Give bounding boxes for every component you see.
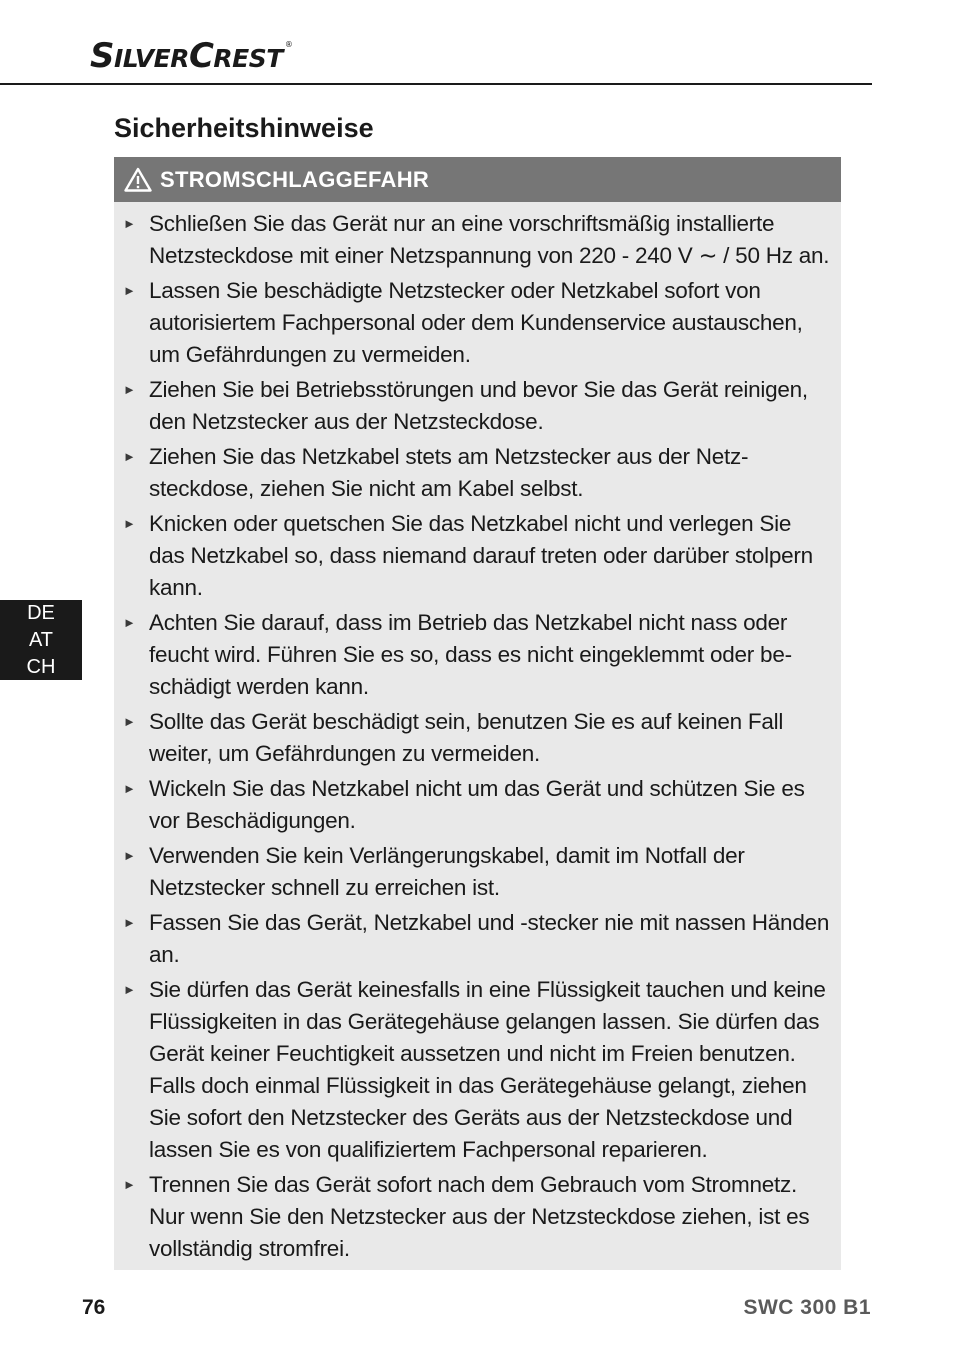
list-item-text: Schließen Sie das Gerät nur an eine vorschriftsmäßig installierte Netzsteckdose mit einer Netzspannung von 220 - 240 V ∼ / 50 Hz an. — [149, 211, 830, 268]
list-item — [114, 607, 831, 703]
list-item-text: Fassen Sie das Gerät, Netzkabel und -stecker nie mit nassen Händen an. — [149, 910, 830, 967]
bullet-icon: ► — [123, 714, 136, 729]
bullet-icon: ► — [123, 516, 136, 531]
warning-list — [114, 202, 841, 1265]
bullet-icon: ► — [123, 283, 136, 298]
bullet-icon: ► — [123, 1177, 136, 1192]
list-item — [114, 374, 831, 438]
bullet-icon: ► — [123, 615, 136, 630]
list-item-text: Verwenden Sie kein Verlängerungskabel, damit im Notfall der Netzstecker schnell zu erreichen ist. — [149, 843, 745, 900]
section-title: Sicherheitshinweise — [114, 113, 374, 143]
bullet-icon: ► — [123, 915, 136, 930]
language-tab — [0, 600, 82, 680]
list-item-text: Wickeln Sie das Netzkabel nicht um das Gerät und schützen Sie es vor Beschädigungen. — [149, 776, 805, 833]
list-item — [114, 1169, 831, 1265]
language-code: DE — [27, 601, 55, 624]
bullet-icon: ► — [123, 982, 136, 997]
bullet-icon: ► — [123, 848, 136, 863]
language-code: CH — [26, 655, 56, 678]
list-item-text: Sie dürfen das Gerät keinesfalls in eine Flüssigkeit tauchen und keine Flüssigkeiten in das Gerätegehäuse gelangen lassen. Sie dürfen das Gerät keiner Feuchtigkeit aussetzen und nicht im Freien benutzen. Falls doch einmal Flüssigkeit in das Gerätegehäuse gelangt, ziehen Sie sofort den Netzstecker des Geräts aus der Netzsteckdose und lassen Sie es von qualifiziertem Fachpersonal reparieren. — [149, 977, 826, 1162]
list-item — [114, 441, 831, 505]
bullet-icon: ► — [123, 216, 136, 231]
list-item — [114, 974, 831, 1166]
list-item-text: Knicken oder quetschen Sie das Netzkabel nicht und verlegen Sie das Netzkabel so, dass niemand darauf treten oder darüber stolpern kann. — [149, 511, 813, 600]
list-item — [114, 508, 831, 604]
list-item-text: Trennen Sie das Gerät sofort nach dem Gebrauch vom Stromnetz. Nur wenn Sie den Netzstecker aus der Netzsteckdose ziehen, ist es vollständig stromfrei. — [149, 1172, 810, 1261]
warning-header — [114, 157, 841, 202]
list-item — [114, 275, 831, 371]
page-number: 76 — [82, 1296, 106, 1319]
warning-box — [114, 157, 841, 1270]
warning-title: STROMSCHLAGGEFAHR — [160, 166, 430, 192]
language-code: AT — [28, 628, 54, 651]
bullet-icon: ► — [123, 781, 136, 796]
brand-logo: SILVERCREST ® — [90, 36, 293, 76]
list-item — [114, 773, 831, 837]
list-item-text: Ziehen Sie das Netzkabel stets am Netzstecker aus der Netzsteckdose, ziehen Sie nicht am Kabel selbst. — [149, 444, 749, 501]
list-item-text: Ziehen Sie bei Betriebsstörungen und bevor Sie das Gerät reinigen, den Netzstecker aus der Netzsteckdose. — [149, 377, 808, 434]
list-item — [114, 840, 831, 904]
list-item — [114, 907, 831, 971]
list-item — [114, 706, 831, 770]
list-item — [114, 208, 831, 272]
model-number: SWC 300 B1 — [743, 1296, 871, 1319]
warning-triangle-icon — [124, 167, 160, 192]
header-divider — [0, 83, 872, 85]
list-item-text: Sollte das Gerät beschädigt sein, benutzen Sie es auf keinen Fall weiter, um Gefährdungen zu vermeiden. — [149, 709, 784, 766]
list-item-text: Lassen Sie beschädigte Netzstecker oder Netzkabel sofort von autorisiertem Fachpersonal oder dem Kundenservice austauschen, um Gefährdungen zu vermeiden. — [149, 278, 803, 367]
bullet-icon: ► — [123, 382, 136, 397]
bullet-icon: ► — [123, 449, 136, 464]
list-item-text: Achten Sie darauf, dass im Betrieb das Netzkabel nicht nass oder feucht wird. Führen Sie es so, dass es nicht eingeklemmt oder beschädigt werden kann. — [149, 610, 793, 699]
